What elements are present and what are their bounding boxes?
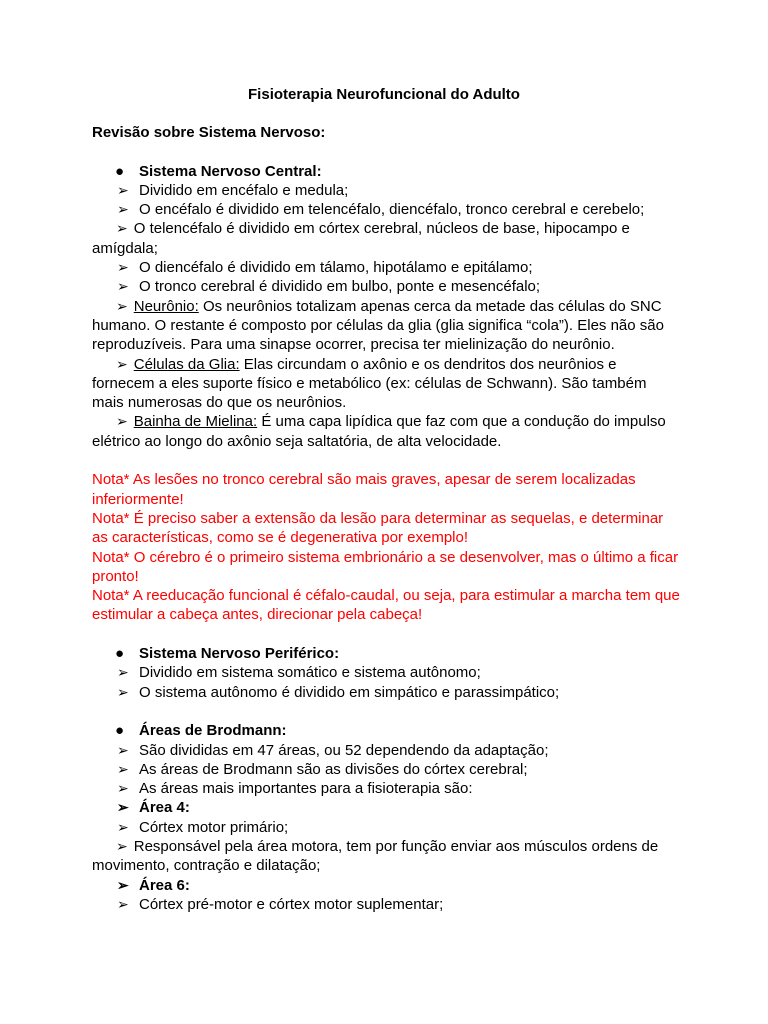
arrow-icon: ➢ — [117, 259, 129, 276]
section-heading: Revisão sobre Sistema Nervoso: — [92, 124, 326, 141]
arrow-icon: ➢ — [116, 355, 128, 372]
arrow-icon: ➢ — [116, 837, 128, 854]
bullet-icon: ● — [115, 162, 125, 180]
arrow-icon: ➢ — [117, 799, 129, 816]
arrow-icon: ➢ — [116, 297, 128, 314]
arrow-icon: ➢ — [117, 780, 129, 797]
list-item: ➢ O encéfalo é dividido em telencéfalo, diencéfalo, tronco cerebral e cerebelo; — [117, 201, 645, 219]
neuronio-item: ➢ Neurônio: Os neurônios totalizam apenas cerca da metade das células do SNC humano. O restante é composto por células da glia (glia significa “cola”). Eles não são reproduzíveis. Para uma sinapse ocorrer, precisa ter mielinização do neurônio. — [92, 297, 664, 354]
arrow-icon: ➢ — [117, 201, 129, 218]
note: Nota* É preciso saber a extensão da lesão para determinar as sequelas, e determinar as características, como se é degenerativa por exemplo! — [92, 509, 664, 547]
arrow-icon: ➢ — [116, 220, 128, 237]
glia-item: ➢ Células da Glia: Elas circundam o axônio e os dendritos dos neurônios e fornecem a eles suporte físico e metabólico (ex: células de Schwann). São também mais numerosas do que os neurônios. — [92, 355, 647, 412]
arrow-icon: ➢ — [117, 683, 129, 700]
document-body — [92, 123, 682, 914]
list-item: ➢ Córtex pré-motor e córtex motor suplementar; — [117, 895, 444, 913]
list-item: ➢ Responsável pela área motora, tem por função enviar aos músculos ordens de movimento, contração e dilatação; — [92, 837, 659, 875]
document-title: Fisioterapia Neurofuncional do Adulto — [248, 86, 520, 103]
bullet-snc: ● Sistema Nervoso Central: — [115, 162, 322, 180]
bullet-icon: ● — [115, 645, 125, 663]
mielina-item: ➢ Bainha de Mielina: É uma capa lipídica que faz com que a condução do impulso elétrico ao longo do axônio seja saltatória, de alta velocidade. — [92, 413, 666, 450]
area-6-heading: ➢ Área 6: — [117, 876, 190, 894]
note: Nota* O cérebro é o primeiro sistema embrionário a se desenvolver, mas o último a ficar pronto! — [92, 548, 679, 585]
list-item: ➢ O tronco cerebral é dividido em bulbo, ponte e mesencéfalo; — [117, 278, 541, 296]
note: Nota* As lesões no tronco cerebral são mais graves, apesar de serem localizadas inferiormente! — [92, 471, 636, 508]
arrow-icon: ➢ — [116, 413, 128, 430]
list-item: ➢ O telencéfalo é dividido em córtex cerebral, núcleos de base, hipocampo e amígdala; — [92, 220, 630, 257]
bullet-icon: ● — [115, 722, 125, 740]
arrow-icon: ➢ — [117, 664, 129, 681]
arrow-icon: ➢ — [117, 876, 129, 893]
arrow-icon: ➢ — [117, 181, 129, 198]
arrow-icon: ➢ — [117, 741, 129, 758]
list-item: ➢ São divididas em 47 áreas, ou 52 dependendo da adaptação; — [117, 741, 549, 759]
arrow-icon: ➢ — [117, 818, 129, 835]
arrow-icon: ➢ — [117, 760, 129, 777]
list-item: ➢ Dividido em sistema somático e sistema autônomo; — [117, 664, 481, 682]
area-4-heading: ➢ Área 4: — [117, 799, 190, 817]
arrow-icon: ➢ — [117, 278, 129, 295]
list-item: ➢ Córtex motor primário; — [117, 818, 289, 836]
arrow-icon: ➢ — [117, 895, 129, 912]
list-item: ➢ Dividido em encéfalo e medula; — [117, 181, 349, 199]
list-item: ➢ As áreas mais importantes para a fisioterapia são: — [117, 780, 473, 798]
list-item: ➢ As áreas de Brodmann são as divisões do córtex cerebral; — [117, 760, 528, 778]
bullet-brodmann: ● Áreas de Brodmann: — [115, 722, 287, 740]
bullet-snp: ● Sistema Nervoso Periférico: — [115, 645, 340, 663]
list-item: ➢ O sistema autônomo é dividido em simpático e parassimpático; — [117, 683, 560, 701]
list-item: ➢ O diencéfalo é dividido em tálamo, hipotálamo e epitálamo; — [117, 259, 533, 277]
note: Nota* A reeducação funcional é céfalo-caudal, ou seja, para estimular a marcha tem que estimular a cabeça antes, direcionar pela cabeça! — [92, 587, 680, 624]
